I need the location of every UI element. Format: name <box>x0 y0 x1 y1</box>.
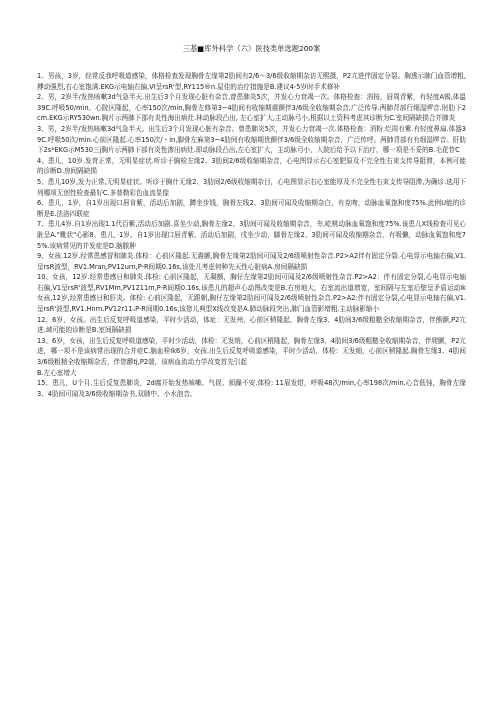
question-item: 9、女孩.12岁.经常患感冒和肺炎.体检：心前区隆起.无震颤,胸骨左缘第2肋间可闻及2/6级喷射性杂音.P2>A2伴有固定分裂.心电显示电轴右偏,V1.呈rsR波型，RV1.Mran,PV12urn,P-R间期0.16s,该处儿考虑何种先天性心脏病A.房间隔缺损 <box>37 252 466 271</box>
question-item: 6、患儿，1岁，自1岁出现口唇肯紫，活动后加剧，蹲坐步钱，胸骨左线2、3肋间可闻及收缩期杂白，有克吻，动脉血氧饱和度75%.此例U能的诊断是E.法洛四联症 <box>37 199 466 218</box>
question-item: 15、患儿，U个月.生后反复患肺炎，2d腐开始发热咳嗽、气促、烦躁不安.体检: 11眉发绀，呼吸48次/min,心率198次/min,心音低钝，胸骨左缘3、4肋间可闻及3/6级收缩期杂书,双肺中、小水泡音, <box>37 379 466 398</box>
question-item: 4、患儿，10岁.发育正常，无明显症状.听诊于胸检左缘2、3肋间2/6级收缩期杂音，心电图显示右心室肥原及不完全性右束支传导阻滞，本例可能的诊断D.房间隔缺损 <box>37 156 466 176</box>
question-item: 3、男，2岁半/发热咳嗽3d气急半天。出生后3个月发现心脏有杂音。曾患肺炎5次，并发心力衰竭一次.体格检查：消粉.烂周有紫.有轻度鼻扇.体器39C.呼吸50次/min.心前区隆起.心率150次/・in,脚骨左麻第3~4肋间有收缩期优颤伴3/6级全收缩期杂音，广泛传呼。两肺背部有有细湿啰音。肝肋下2s*EKG示M530三j胸片示两肺下部有炎性渗出病灶.即动脉段凸出,左心室扩大，主动脉弓小，入院后给予以下治疗，哪一项是不妥的B.毛花苷C <box>37 124 466 155</box>
answer-line: B.左心室增大 <box>37 368 77 377</box>
question-item: 7、患儿4岁.自1岁出现1.1代百紫,活动后加剧.喜坐少动,胸骨左缘2、3肋间可闻及收缩期杂音，夯,屹桃动脉血氧饱和度75%.该患儿X线检查可见心脏呈A."靴状"心影8、患儿，·1岁。自1岁出现口唇青紫，活动后加剧，戌坐少动，脚骨左缘2、3肋间可闻及收缩期杂音，有吸懒，动脉血氧饱和度75%.该病常见的并发症是D.脑脓肿 <box>37 220 466 250</box>
question-item: 10、女孩，12岁.经常患感日和肺炎.体检: 心前区隆起，无凝额，胸仔左缘第2肋间可闻及2/6级喷射性杂音.P2>A2：伴有固定分裂,心电显示电轴右偏,V1呈rsR'波型,RV1Mm,PV1211m,P-R间期0.16s,该患儿的超声心动图改变是B.右房地大，右室流出道增宽，室间隔与左室后壁呈矛盾运动Ik女孩,12岁,经常患感日和肝炎。体检: 心前区隆起，无跟朝,胸仔左缘第2肋间可闻及2/6级喷射性杂音.P2>A2:伴有固定分裂,心电显示电轴右偏,V1.呈rsR'波型,RV1.Hnrn.PV12r11ᵤP-R间期0.16s,该您儿典型X线改变是A.肺动脉段突出,肺门血管影增粗.主动脉影缩小 <box>37 273 466 314</box>
question-item: 2、男，2岁半/发热咳嗽3d气急半天.出生后3个月发现心脏有杂音,曾患肺炎5次，并发心力衰竭一次。体格检查：消按，唇周青紫，有轻度A锡,体温39C.呼吸50/min。心院区隆起，心率150次/min,胸骨左修第3~4肋间有收缩期震颤伴3/6级全收缩期杂音,广泛传导.两肺背部行细湿啰音.肘肋下2cm.EKG示RY530wn.胸片示两肺下部有炎性海出病灶.林动脉段凸出, 左心室扩大,主动脉弓小,根据以上资科考虑其诊断为C.室间隔缺损合并肺炎 <box>37 93 466 123</box>
question-item: 5、患儿10岁,发力正常,无明显症状。听诊于胸什无缘2、3肋间2/6级收缩期杂目，心电图显示右心室能厚及不完全性右束支传导阻滞,为确诊.选用下列哪项无创性检查最好C.多普勒彩色血流显像 <box>37 177 466 197</box>
question-item: 1、男孩，3岁，经常反我呼吸道感染，体格检查发现胸骨左缘第2肋间有2/6～3/6级收缩期杂访无熙摄，P2亢进伴固定分裂。胸透示肺门血管增粗,搏动强烈,右心室饱满.EKG示电轴右偏,VI呈rsR'型,RY115®n.屋佳的治疗措施是B.建议4-5岁时手术修补 <box>37 72 466 91</box>
question-list <box>37 71 466 399</box>
document-title: 三基■库外科学（六）医技类单选题200䅁 <box>182 44 321 53</box>
question-item: 13、6岁，女孩，出生后反复呼吸道感染，平时少活动，体检：无发绡，心前区稍隆起，胸骨左缘3、4肋间3/6级粗糙全收缩期杂音，伴爬颤，P2亢进，哪一项不是该病常出现的合并症C.脑血栓Ik6岁，女孩.出生后反复呼吸道感染，平时少活动，体检：无发细，心前区稍隆起.胸骨左缘3、4肋间3/6级粗精全收缩期杂舌，伴您颤tj,P2端，该病血流动力学改变首先引起 <box>37 336 466 367</box>
question-item: 12、6岁，女孩。出生后反复呼吸道感染，平时少活动，体址：无发州，心前区稍隆起，胸骨左缘3、4肋间3/6级粗糙全收缩期杂音，伴熊颤,P2亢进.域可能的诊断是B.室间隔缺损 <box>37 315 466 335</box>
